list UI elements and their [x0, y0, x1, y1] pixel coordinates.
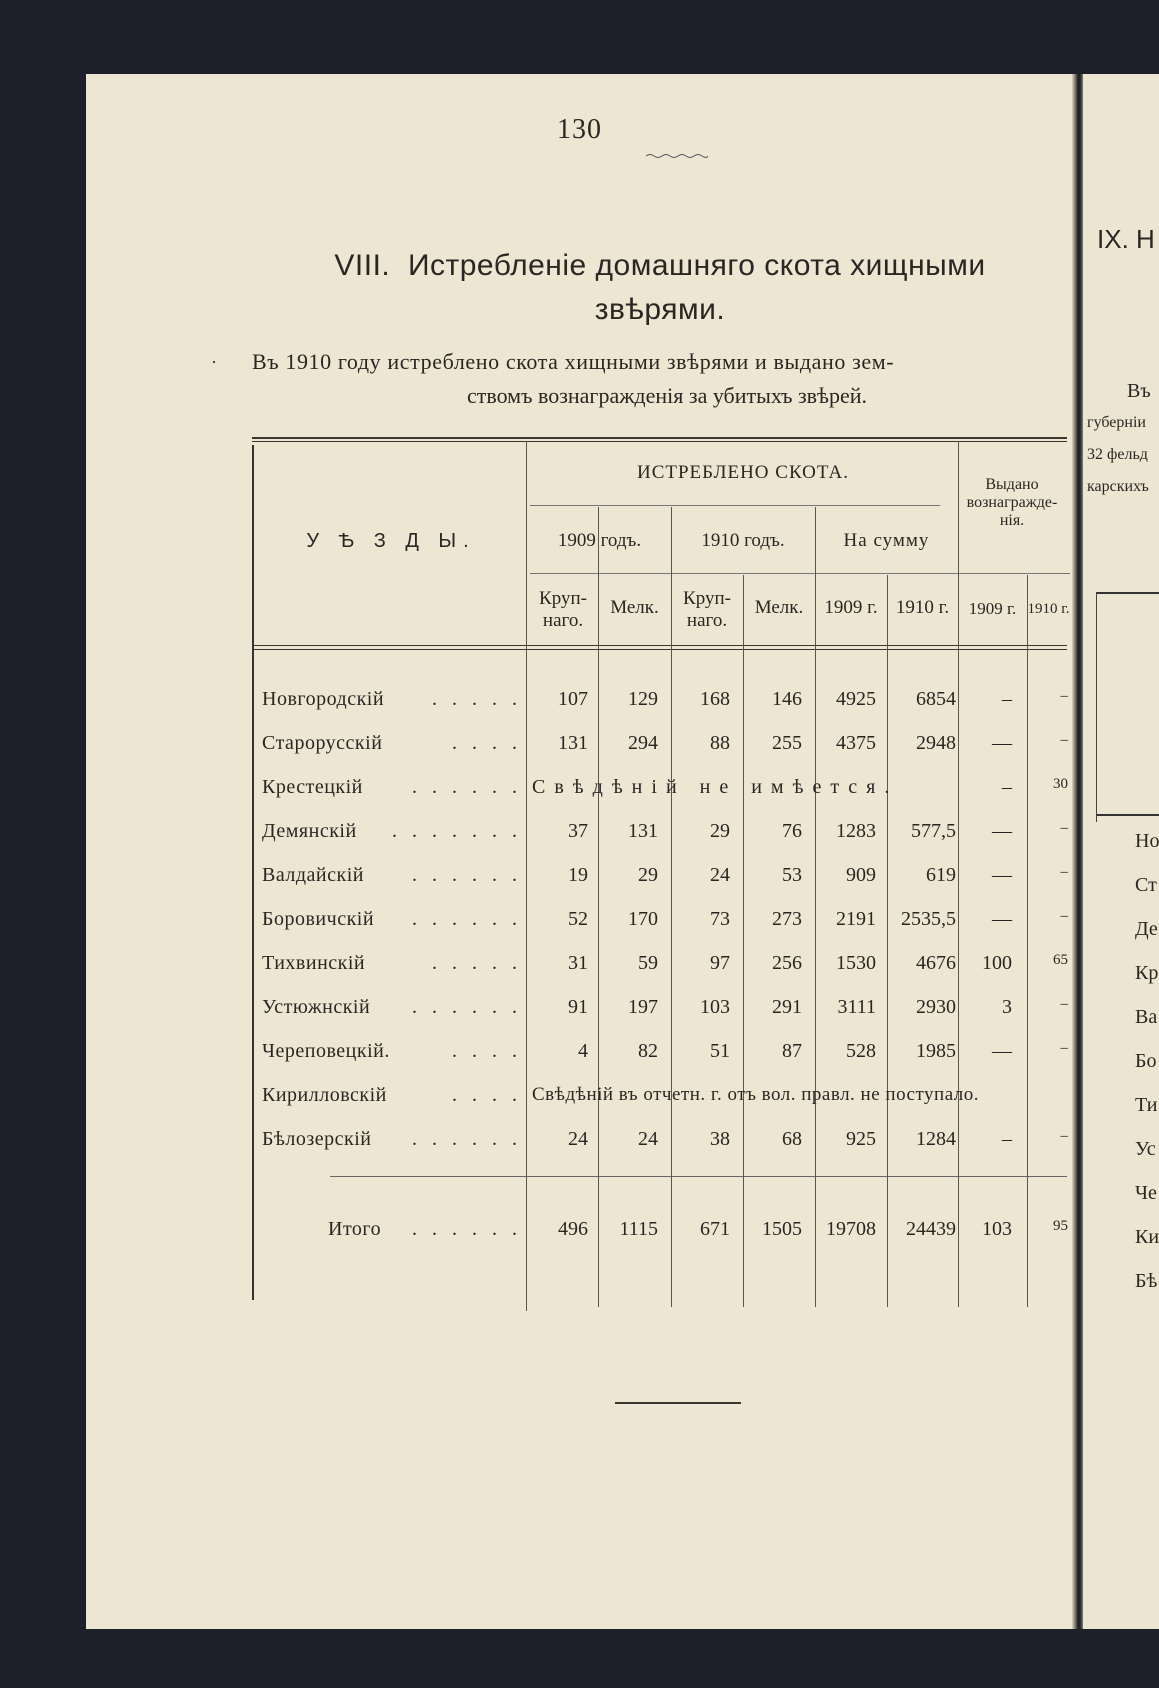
table-cell-c1: 37 [568, 820, 588, 842]
leader-dots: . . . . . [432, 688, 522, 710]
table-cell-c3: 97 [710, 952, 730, 974]
table-cell-c6: 2948 [916, 732, 956, 754]
total-row [250, 1218, 1070, 1248]
leader-dots: . . . . . . . [392, 820, 522, 842]
facing-page-line: Въ [1127, 380, 1151, 402]
table-cell-c2: 129 [628, 688, 658, 710]
facing-page-row-label: Бѣ [1135, 1270, 1158, 1292]
leader-dots: . . . . [452, 1040, 522, 1062]
facing-page-row-label: Де [1135, 918, 1158, 940]
table-cell-c2: 29 [638, 864, 658, 886]
table-cell-c6: 1985 [916, 1040, 956, 1062]
leader-dots: . . . . [452, 732, 522, 754]
facing-page-row-label: Кр [1135, 962, 1159, 984]
facing-page-line: губерніи [1087, 414, 1146, 431]
facing-page-row-label: Ки [1135, 1226, 1159, 1248]
district-name: Новгородскій [262, 688, 385, 710]
table-row [250, 952, 1070, 982]
table-cell-c5: 3111 [837, 996, 876, 1018]
table-cell-c1: 107 [558, 688, 588, 710]
table-cell-c5: 1283 [836, 820, 876, 842]
leader-dots: . . . . . . [412, 1128, 522, 1150]
table-cell-c2: 24 [638, 1128, 658, 1150]
table-row [250, 1084, 1070, 1114]
table-cell-c5: 4925 [836, 688, 876, 710]
district-name: Крестецкій [262, 776, 363, 798]
table-cell-c7: – [1002, 1128, 1012, 1150]
page-number-ornament [646, 153, 708, 159]
table-cell-c6: 577,5 [911, 820, 956, 842]
leader-dots: . . . . . . [412, 1218, 522, 1240]
table-cell-c4: 273 [772, 908, 802, 930]
table-cell-c7: 100 [982, 952, 1012, 974]
table-cell-c3: 38 [710, 1128, 730, 1150]
table-cell-c2: 170 [628, 908, 658, 930]
col-header-1910-small: Мелк. [754, 597, 804, 618]
table-cell-c1: 91 [568, 996, 588, 1018]
table-cell-c2: 197 [628, 996, 658, 1018]
no-data-note: Свѣдѣній въ отчетн. г. отъ вол. правл. не поступало. [532, 1084, 980, 1105]
facing-page-row-label: Ва [1135, 1006, 1158, 1028]
table-cell-c3: 73 [710, 908, 730, 930]
col-header-award-1909: 1909 г. [968, 599, 1017, 618]
district-name: Бѣлозерскій [262, 1128, 372, 1150]
facing-page-row-label: Ус [1135, 1138, 1156, 1160]
table-cell-c3: 51 [710, 1040, 730, 1062]
table-cell-c1: 19 [568, 864, 588, 886]
table-cell-c5: 528 [846, 1040, 876, 1062]
table-cell-c4: 76 [782, 820, 802, 842]
table-cell-c4: 68 [782, 1128, 802, 1150]
table-cell-c8: 30 [1053, 776, 1068, 792]
table-cell-c1: 24 [568, 1128, 588, 1150]
table-cell-c4: 1505 [762, 1218, 802, 1240]
subheader-sum: На сумму [843, 530, 930, 551]
facing-page-heading: IX. Н [1097, 224, 1155, 254]
col-header-1910-large: Круп- наго. [683, 588, 731, 631]
table-cell-c3: 168 [700, 688, 730, 710]
district-name: Старорусскій [262, 732, 383, 754]
table-cell-c6: 4676 [916, 952, 956, 974]
leader-dots: . . . . . [432, 952, 522, 974]
col-group-destroyed: ИСТРЕБЛЕНО СКОТА. [636, 462, 850, 483]
table-row [250, 996, 1070, 1026]
table-cell-c6: 2930 [916, 996, 956, 1018]
facing-page-line: карскихъ [1087, 478, 1149, 495]
table-cell-c7: – [1002, 688, 1012, 710]
table-cell-c8: – [1060, 732, 1068, 748]
table-row [250, 1128, 1070, 1158]
col-header-1909-small: Мелк. [610, 597, 659, 618]
facing-page-line: 32 фельд [1087, 446, 1148, 463]
section-title-line1: Истребленіе домашняго скота хищными [407, 249, 986, 282]
table-cell-c2: 82 [638, 1040, 658, 1062]
subheader-1910: 1910 годъ. [701, 530, 785, 551]
table-cell-c5: 2191 [836, 908, 876, 930]
table-cell-c2: 131 [628, 820, 658, 842]
table-cell-c5: 925 [846, 1128, 876, 1150]
table-cell-c5: 19708 [826, 1218, 876, 1240]
table-cell-c1: 52 [568, 908, 588, 930]
table-cell-c2: 59 [638, 952, 658, 974]
table-cell-c8: – [1060, 1128, 1068, 1144]
facing-page-row-label: Но [1135, 830, 1159, 852]
table-cell-c4: 146 [772, 688, 802, 710]
table-cell-c2: 294 [628, 732, 658, 754]
table-cell-c3: 671 [700, 1218, 730, 1240]
table-cell-c7: — [992, 908, 1012, 930]
table-cell-c4: 53 [782, 864, 802, 886]
district-name: Демянскій [262, 820, 357, 842]
section-heading [240, 244, 1080, 332]
table-cell-c1: 4 [578, 1040, 588, 1062]
table-cell-c5: 909 [846, 864, 876, 886]
table-cell-c1: 131 [558, 732, 588, 754]
facing-page [1083, 74, 1159, 1629]
table-cell-c8: – [1060, 864, 1068, 880]
col-header-1909-large: Круп- наго. [539, 588, 587, 631]
intro-paragraph [252, 345, 1082, 413]
col-group-awarded: Выдано вознагражде- нія. [966, 476, 1058, 529]
table-cell-c6: 1284 [916, 1128, 956, 1150]
table-cell-c6: 24439 [906, 1218, 956, 1240]
section-numeral: VIII. [334, 249, 391, 282]
district-name: Кирилловскій [262, 1084, 387, 1106]
district-name: Устюжнскій [262, 996, 371, 1018]
table-cell-c8: – [1060, 1040, 1068, 1056]
page-number: 130 [557, 114, 602, 145]
table-cell-c8: – [1060, 820, 1068, 836]
table-cell-c3: 24 [710, 864, 730, 886]
intro-line-2: ствомъ вознагражденія за убитыхъ звѣрей. [466, 383, 868, 408]
facing-page-row-label: Че [1135, 1182, 1157, 1204]
table-row [250, 732, 1070, 762]
table-cell-c4: 291 [772, 996, 802, 1018]
leader-dots: . . . . . . [412, 776, 522, 798]
table-cell-c1: 496 [558, 1218, 588, 1240]
table-cell-c3: 29 [710, 820, 730, 842]
table-cell-c8: 65 [1053, 952, 1068, 968]
end-rule [615, 1402, 741, 1404]
district-name: Боровичскій [262, 908, 375, 930]
col-header-sum-1910: 1910 г. [895, 597, 950, 618]
table-row [250, 864, 1070, 894]
col-header-sum-1909: 1909 г. [824, 597, 878, 618]
table-cell-c7: – [1002, 776, 1012, 798]
table-cell-c8: – [1060, 908, 1068, 924]
table-cell-c8: 95 [1053, 1218, 1068, 1234]
table-row [250, 820, 1070, 850]
table-cell-c7: 103 [982, 1218, 1012, 1240]
table-cell-c6: 6854 [916, 688, 956, 710]
table-cell-c4: 256 [772, 952, 802, 974]
facing-page-row-label: Ти [1135, 1094, 1158, 1116]
district-name: Череповецкій. [262, 1040, 390, 1062]
table-cell-c7: 3 [1002, 996, 1012, 1018]
table-row [250, 688, 1070, 718]
table-cell-c5: 1530 [836, 952, 876, 974]
leader-dots: . . . . . . [412, 864, 522, 886]
table-cell-c2: 1115 [619, 1218, 658, 1240]
table-cell-c1: 31 [568, 952, 588, 974]
table-cell-c6: 619 [926, 864, 956, 886]
leader-dots: . . . . . . [412, 908, 522, 930]
district-name: Валдайскій [262, 864, 364, 886]
table-cell-c3: 88 [710, 732, 730, 754]
table-row [250, 908, 1070, 938]
district-name: Тихвинскій [262, 952, 366, 974]
table-row [250, 1040, 1070, 1070]
table-cell-c6: 2535,5 [901, 908, 956, 930]
no-data-note: Свѣдѣній не имѣется. [532, 776, 899, 798]
table-cell-c3: 103 [700, 996, 730, 1018]
table-cell-c4: 87 [782, 1040, 802, 1062]
col-header-districts: У Ѣ З Д Ы. [306, 530, 476, 552]
col-header-award-1910: 1910 г. [1027, 601, 1070, 617]
table-cell-c8: – [1060, 996, 1068, 1012]
facing-page-row-label: Бо [1135, 1050, 1157, 1072]
leader-dots: . . . . [452, 1084, 522, 1106]
table-cell-c7: — [992, 1040, 1012, 1062]
table-cell-c5: 4375 [836, 732, 876, 754]
table-cell-c8: – [1060, 688, 1068, 704]
table-cell-c7: — [992, 820, 1012, 842]
table-cell-c4: 255 [772, 732, 802, 754]
facing-page-row-label: Ст [1135, 874, 1157, 896]
total-label: Итого [328, 1218, 382, 1240]
table-cell-c7: — [992, 732, 1012, 754]
table-cell-c7: — [992, 864, 1012, 886]
section-title-line2: звѣрями. [594, 293, 726, 326]
table-row [250, 776, 1070, 806]
subheader-1909: 1909 годъ. [557, 530, 642, 551]
leader-dots: . . . . . . [412, 996, 522, 1018]
intro-line-1: Въ 1910 году истреблено скота хищными звѣрями и выдано зем- [252, 349, 895, 374]
